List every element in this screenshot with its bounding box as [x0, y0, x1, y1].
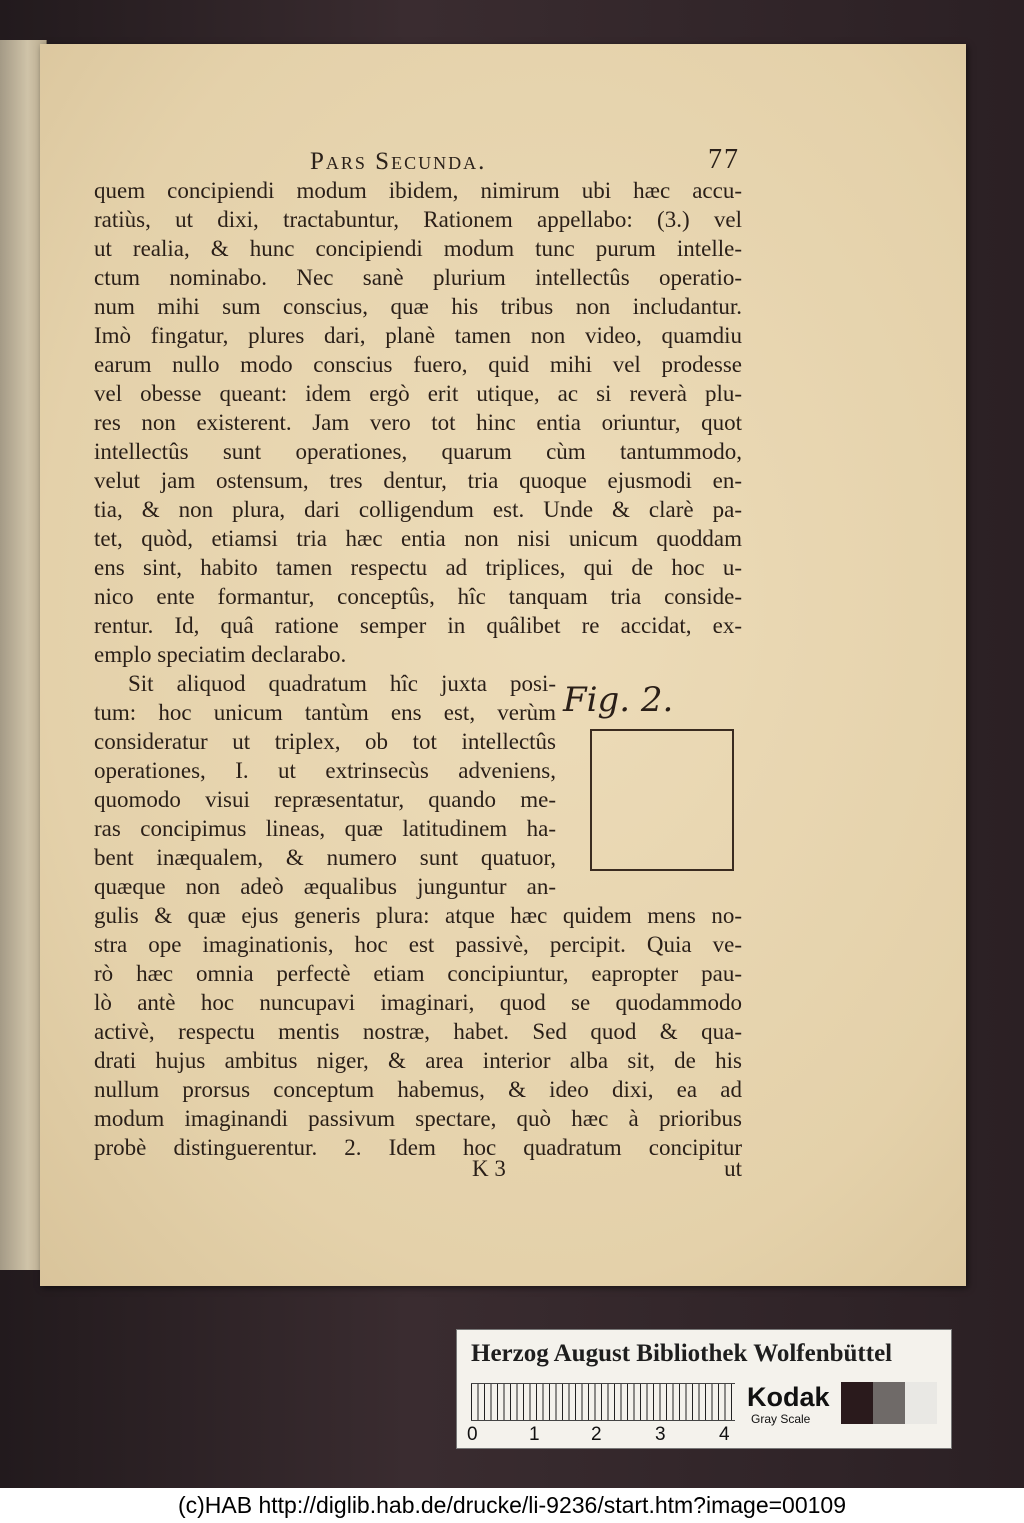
text-line: ctum nominabo. Nec sanè plurium intellectûs operatio- — [94, 265, 742, 290]
library-name: Herzog August Bibliothek Wolfenbüttel — [471, 1340, 893, 1367]
text-line: quomodo visui repræsentatur, quando me- — [94, 787, 556, 812]
text-line: rò hæc omnia perfectè etiam concipiuntur, eapropter pau- — [94, 961, 742, 986]
text-line: consideratur ut triplex, ob tot intellectûs — [94, 729, 556, 754]
ruler-number: 2 — [591, 1424, 602, 1445]
ruler-number: 1 — [529, 1424, 540, 1445]
library-color-target — [456, 1329, 952, 1449]
text-line: tum: hoc unicum tantùm ens est, verùm — [94, 700, 556, 725]
text-line: vel obesse queant: idem ergò erit utique, ac si reverà plu- — [94, 381, 742, 406]
text-line: tia, & non plura, dari colligendum est. Unde & clarè pa- — [94, 497, 742, 522]
running-head — [296, 144, 746, 178]
text-line: rentur. Id, quâ ratione semper in quâlibet re accidat, ex- — [94, 613, 742, 638]
text-line: gulis & quæ ejus generis plura: atque hæc quidem mens no- — [94, 903, 742, 928]
text-line: operationes, I. ut extrinsecùs adveniens, — [94, 758, 556, 783]
text-line: bent inæqualem, & numero sunt quatuor, — [94, 845, 556, 870]
ruler-number: 3 — [655, 1424, 666, 1445]
figure-square — [590, 729, 734, 871]
swatch-dark — [841, 1382, 873, 1424]
text-line: nullum prorsus conceptum habemus, & ideo dixi, ea ad — [94, 1077, 742, 1102]
page-foot — [94, 1156, 742, 1186]
text-line: res non existerent. Jam vero tot hinc entia oriuntur, quot — [94, 410, 742, 435]
swatch-light — [905, 1382, 937, 1424]
text-line: ras concipimus lineas, quæ latitudinem ha- — [94, 816, 556, 841]
text-line: modum imaginandi passivum spectare, quò hæc à prioribus — [94, 1106, 742, 1131]
text-line: ens sint, habito tamen respectu ad triplices, qui de hoc u- — [94, 555, 742, 580]
text-line: num mihi sum conscius, quæ his tribus non includantur. — [94, 294, 742, 319]
text-line: emplo speciatim declarabo. — [94, 642, 347, 667]
catchword: ut — [724, 1156, 742, 1181]
text-line: earum nullo modo conscius fuero, quid mihi vel prodesse — [94, 352, 742, 377]
text-line: probè distinguerentur. 2. Idem hoc quadratum concipitur — [94, 1135, 742, 1160]
text-line: Sit aliquod quadratum hîc juxta posi- — [128, 671, 556, 696]
text-line: ut realia, & hunc concipiendi modum tunc purum intelle- — [94, 236, 742, 261]
text-line: tet, quòd, etiamsi tria hæc entia non nisi unicum quoddam — [94, 526, 742, 551]
text-line: quæque non adeò æqualibus junguntur an- — [94, 874, 556, 899]
measurement-ruler — [471, 1383, 735, 1421]
gray-scale-label: Gray Scale — [751, 1412, 811, 1426]
text-line: activè, respectu mentis nostræ, habet. Sed quod & qua- — [94, 1019, 742, 1044]
copyright-footer: (c)HAB http://diglib.hab.de/drucke/li-9236/start.htm?image=00109 — [0, 1488, 1024, 1523]
ruler-number: 4 — [719, 1424, 730, 1445]
text-line: quem concipiendi modum ibidem, nimirum ubi hæc accu- — [94, 178, 742, 203]
running-head-title: Pars Secunda. — [310, 148, 487, 175]
kodak-logo: Kodak — [747, 1382, 830, 1412]
ruler-number: 0 — [467, 1424, 478, 1445]
text-line: intellectûs sunt operationes, quarum cùm tantummodo, — [94, 439, 742, 464]
text-line: nico ente formantur, conceptûs, hîc tanquam tria conside- — [94, 584, 742, 609]
text-line: stra ope imaginationis, hoc est passivè, percipit. Quia ve- — [94, 932, 742, 957]
text-line: Imò fingatur, plures dari, planè tamen non video, quamdiu — [94, 323, 742, 348]
text-line: drati hujus ambitus niger, & area interior alba sit, de his — [94, 1048, 742, 1073]
body-text — [94, 176, 742, 1162]
gray-swatches — [841, 1382, 937, 1424]
text-line: lò antè hoc nuncupavi imaginari, quod se quodammodo — [94, 990, 742, 1015]
text-line: ratiùs, ut dixi, tractabuntur, Rationem appellabo: (3.) vel — [94, 207, 742, 232]
text-line: velut jam ostensum, tres dentur, tria quoque ejusmodi en- — [94, 468, 742, 493]
swatch-mid — [873, 1382, 905, 1424]
signature-mark: K 3 — [472, 1156, 506, 1181]
ruler-numbers — [467, 1424, 742, 1444]
figure-label: Fig. 2. — [563, 680, 674, 720]
page-number: 77 — [708, 144, 740, 175]
